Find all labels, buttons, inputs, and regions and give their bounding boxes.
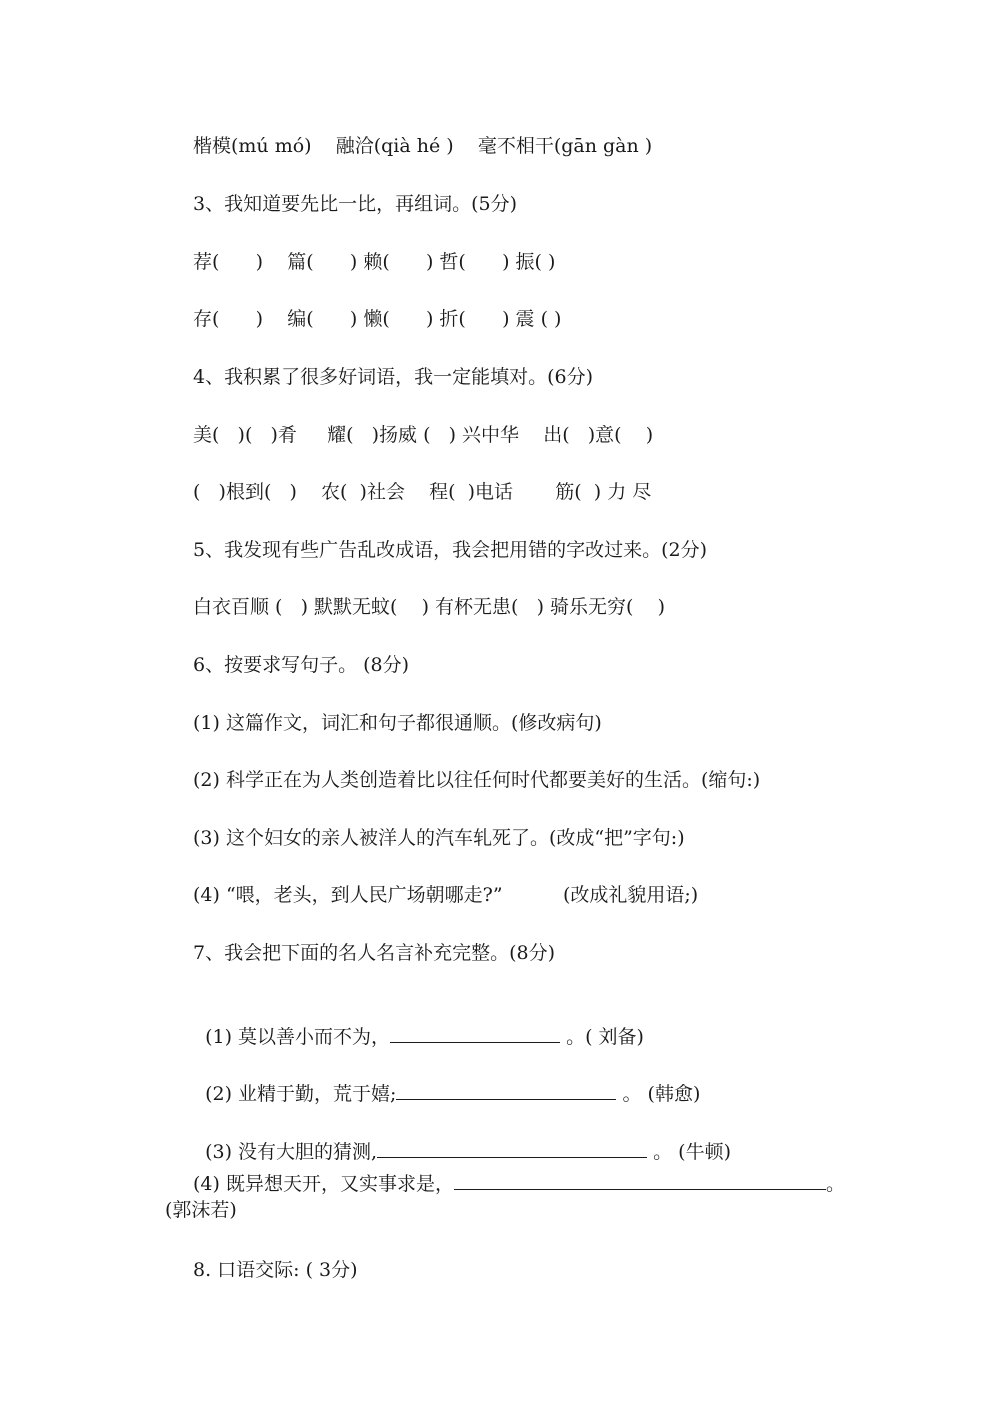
question-7-item-3 [193,1113,731,1165]
question-4-title: 4、我积累了很多好词语，我一定能填对。(6分) [193,366,594,388]
question-6-item-1: (1) 这篇作文，词汇和句子都很通顺。(修改病句) [193,712,602,734]
question-8-title: 8. 口语交际: ( 3分) [193,1259,358,1281]
quote-3-author: 。 (牛顿) [647,1141,731,1163]
question-3-row-2: 存( ) 编( ) 懒( ) 折( ) 震 ( ) [193,308,562,330]
pinyin-line: 楷模(mú mó) 融洽(qià hé ) 毫不相干(gān gàn ) [193,135,653,157]
answer-blank-3[interactable] [377,1139,647,1158]
question-3-title: 3、我知道要先比一比，再组词。(5分) [193,193,518,215]
quote-2-author: 。 (韩愈) [616,1083,701,1105]
question-6-item-2: (2) 科学正在为人类创造着比以往任何时代都要美好的生活。(缩句:) [193,769,761,791]
question-3-row-1: 荐( ) 篇( ) 赖( ) 哲( ) 振( ) [193,251,556,273]
quote-1-text: (1) 莫以善小而不为， [205,1026,391,1048]
question-5-title: 5、我发现有些广告乱改成语，我会把用错的字改过来。(2分) [193,539,708,561]
quote-2-text: (2) 业精于勤，荒于嬉; [205,1083,397,1105]
question-6-item-3: (3) 这个妇女的亲人被洋人的汽车轧死了。(改成“把”字句:) [193,827,685,849]
quote-1-author: 。( 刘备) [560,1026,644,1048]
question-7-title: 7、我会把下面的名人名言补充完整。(8分) [193,942,556,964]
question-7-item-1 [193,998,644,1050]
answer-blank-4[interactable] [454,1171,826,1190]
answer-blank-2[interactable] [396,1081,616,1100]
question-7-item-2 [193,1055,700,1107]
quote-4-author: (郭沫若) [165,1199,237,1221]
question-7-item-4 [165,1171,865,1223]
quote-4-period: 。 [825,1173,845,1195]
question-4-row-2: ( )根到( ) 农( )社会 程( )电话 筋( ) 力 尽 [193,481,652,503]
question-6-title: 6、按要求写句子。 (8分) [193,654,410,676]
question-4-row-1: 美( )( )肴 耀( )扬威 ( ) 兴中华 出( )意( ) [193,424,654,446]
answer-blank-1[interactable] [390,1024,560,1043]
question-6-item-4: (4) “喂，老头，到人民广场朝哪走?” (改成礼貌用语;) [193,884,699,906]
question-5-row: 白衣百顺 ( ) 默默无蚊( ) 有杯无患( ) 骑乐无穷( ) [193,596,666,618]
quote-3-text: (3) 没有大胆的猜测, [205,1141,378,1163]
quote-4-text: (4) 既异想天开，又实事求是， [193,1173,454,1195]
